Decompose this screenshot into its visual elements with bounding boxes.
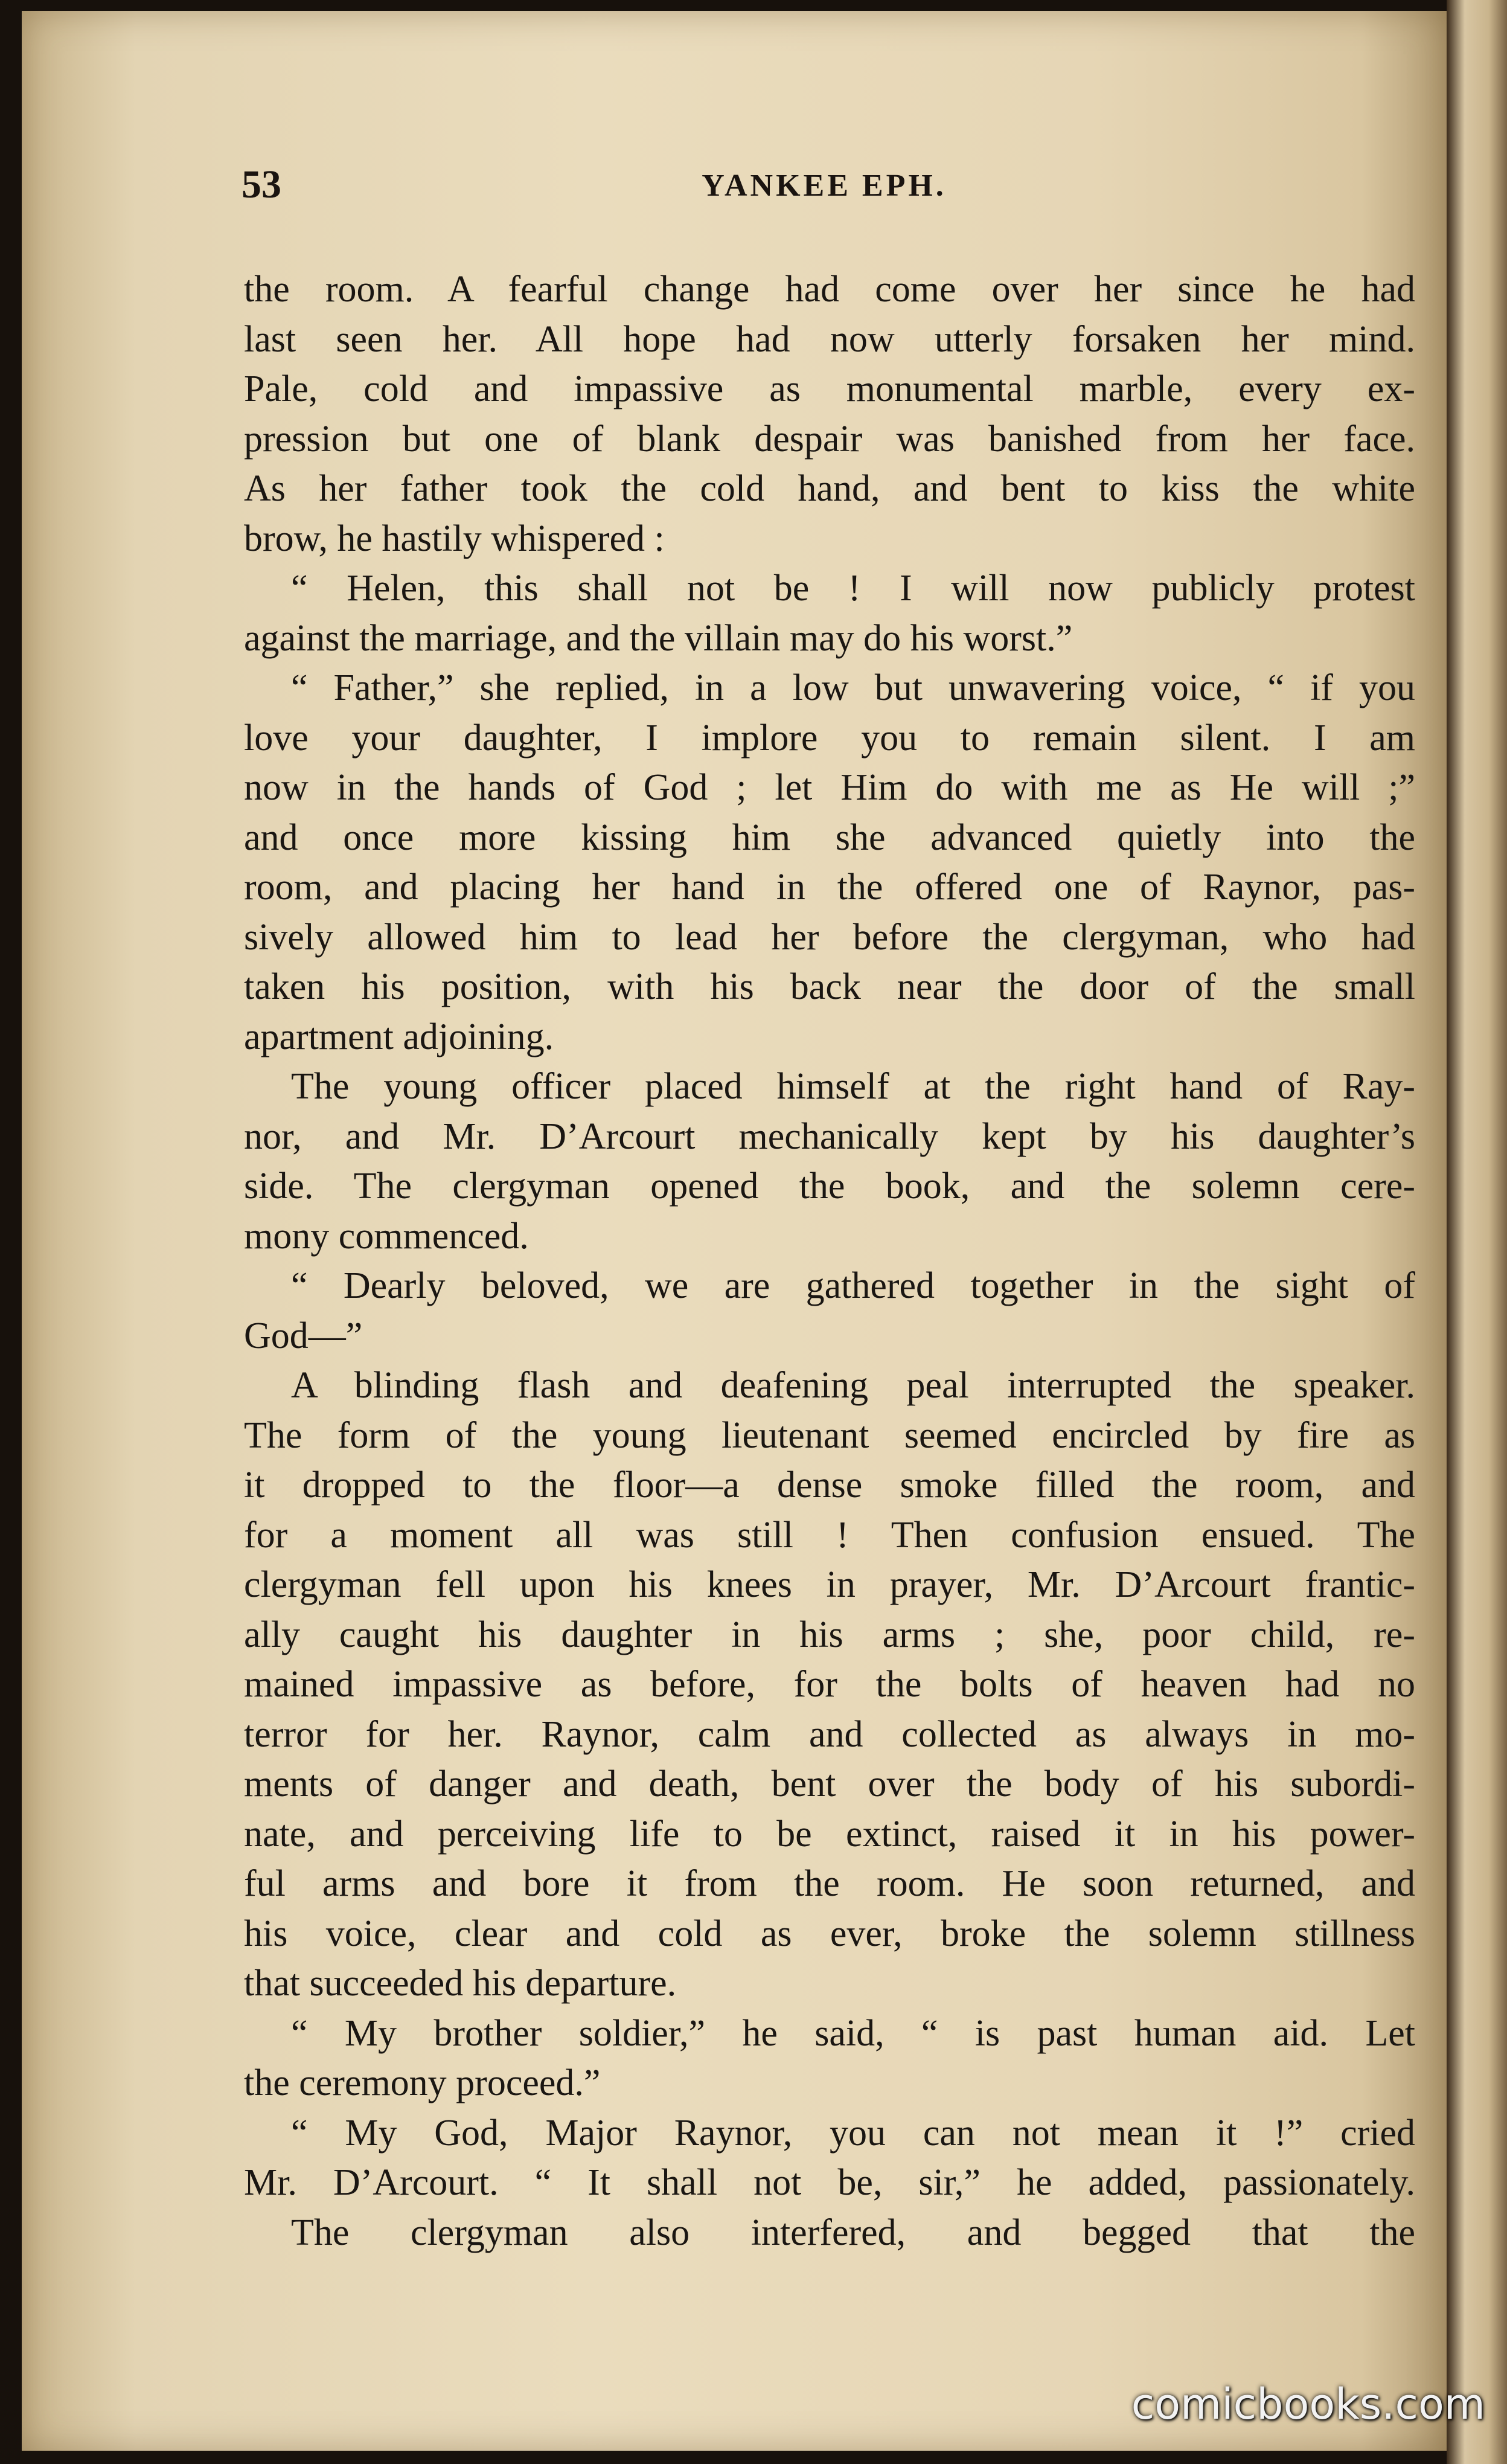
text-line: for a moment all was still ! Then confusion ensued. The <box>244 1514 1415 1556</box>
text-line: God—” <box>244 1315 363 1356</box>
text-line: the ceremony proceed.” <box>244 2062 601 2103</box>
text-line: “ Dearly beloved, we are gathered together in the sight of <box>291 1265 1415 1306</box>
text-line: apartment adjoining. <box>244 1016 554 1057</box>
text-line: “ Father,” she replied, in a low but unwavering voice, “ if you <box>291 667 1415 708</box>
text-line: As her father took the cold hand, and bent to kiss the white <box>244 468 1415 509</box>
text-line: nate, and perceiving life to be extinct, raised it in his power- <box>244 1813 1415 1855</box>
text-line: The clergyman also interfered, and begged that the <box>291 2212 1415 2253</box>
text-line: “ Helen, this shall not be ! I will now publicly protest <box>291 568 1415 609</box>
watermark: comicbooks.com <box>1131 2379 1485 2429</box>
text-line: against the marriage, and the villain may do his worst.” <box>244 617 1073 659</box>
text-line: now in the hands of God ; let Him do with me as He will ;” <box>244 767 1415 808</box>
text-line: mony commenced. <box>244 1215 529 1257</box>
text-line: mained impassive as before, for the bolts of heaven had no <box>244 1664 1415 1705</box>
text-line: “ My God, Major Raynor, you can not mean it !” cried <box>291 2112 1415 2154</box>
text-line: clergyman fell upon his knees in prayer, Mr. D’Arcourt frantic- <box>244 1564 1415 1605</box>
text-line: ments of danger and death, bent over the body of his subordi- <box>244 1763 1415 1805</box>
body-text <box>244 265 1415 2257</box>
text-line: ally caught his daughter in his arms ; she, poor child, re- <box>244 1614 1415 1655</box>
text-line: sively allowed him to lead her before the clergyman, who had <box>244 916 1415 958</box>
text-line: The young officer placed himself at the right hand of Ray- <box>291 1066 1415 1107</box>
text-line: side. The clergyman opened the book, and the solemn cere- <box>244 1166 1415 1207</box>
text-line: his voice, clear and cold as ever, broke the solemn stillness <box>244 1913 1415 1954</box>
text-line: ful arms and bore it from the room. He soon returned, and <box>244 1863 1415 1904</box>
text-line: the room. A fearful change had come over her since he had <box>244 269 1415 310</box>
page-number: 53 <box>242 162 281 207</box>
text-line: nor, and Mr. D’Arcourt mechanically kept by his daughter’s <box>244 1115 1415 1157</box>
text-line: The form of the young lieutenant seemed encircled by fire as <box>244 1414 1415 1456</box>
text-line: that succeeded his departure. <box>244 1963 677 2004</box>
text-line: A blinding flash and deafening peal interrupted the speaker. <box>291 1365 1415 1406</box>
text-line: taken his position, with his back near the door of the small <box>244 966 1415 1007</box>
text-line: and once more kissing him she advanced quietly into the <box>244 817 1415 858</box>
text-line: love your daughter, I implore you to remain silent. I am <box>244 717 1415 759</box>
text-line: it dropped to the floor—a dense smoke filled the room, and <box>244 1465 1415 1506</box>
text-line: room, and placing her hand in the offered one of Raynor, pas- <box>244 867 1415 908</box>
text-line: last seen her. All hope had now utterly forsaken her mind. <box>244 318 1415 360</box>
text-line: Mr. D’Arcourt. “ It shall not be, sir,” he added, passionately. <box>244 2162 1415 2203</box>
running-head: YANKEE EPH. <box>702 168 947 203</box>
page-header <box>223 162 1425 210</box>
text-line: terror for her. Raynor, calm and collected as always in mo- <box>244 1713 1415 1755</box>
book-spine <box>1447 0 1507 2464</box>
text-line: pression but one of blank despair was banished from her face. <box>244 418 1415 460</box>
text-line: Pale, cold and impassive as monumental marble, every ex- <box>244 368 1415 409</box>
text-line: “ My brother soldier,” he said, “ is past human aid. Let <box>291 2012 1415 2054</box>
text-line: brow, he hastily whispered : <box>244 518 665 559</box>
